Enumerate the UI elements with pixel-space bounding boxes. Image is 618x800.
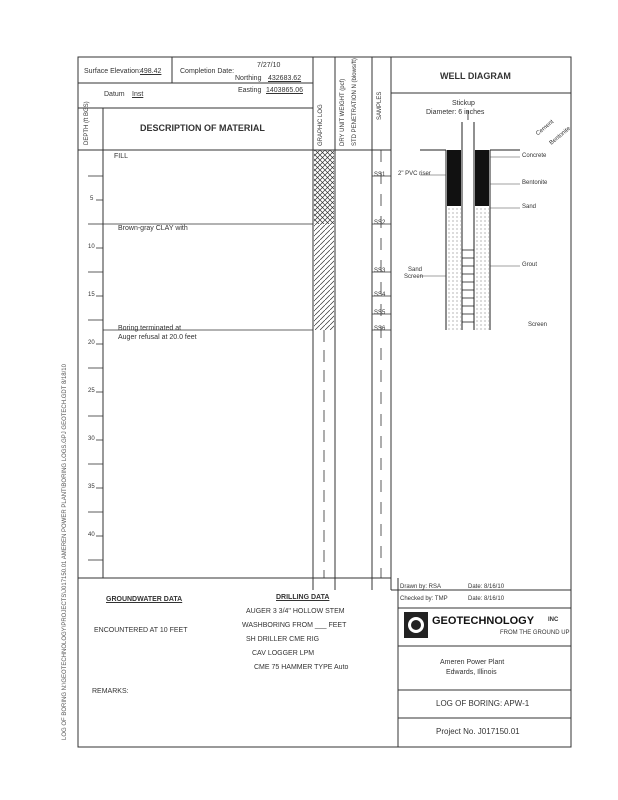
- well-sand-right: [475, 206, 489, 330]
- well-screen-label: Screen: [404, 274, 424, 280]
- well-sand-label: Sand: [408, 267, 423, 273]
- easting-label: Easting: [238, 87, 262, 94]
- description-termination: Boring terminated at: [118, 325, 182, 332]
- northing-label: Northing: [235, 75, 262, 82]
- log-title: LOG OF BORING: APW-1: [436, 699, 530, 708]
- groundwater-title: GROUNDWATER DATA: [106, 596, 183, 603]
- company-name: GEOTECHNOLOGY: [432, 615, 535, 627]
- graphic-log-fill: [314, 150, 334, 224]
- checked-date: Date: 8/16/10: [468, 596, 505, 602]
- depth-tick: 40: [88, 532, 95, 538]
- project-name: Ameren Power Plant: [440, 659, 505, 666]
- drilling-line: WASHBORING FROM ___ FEET: [242, 622, 347, 629]
- depth-tick: 30: [88, 436, 95, 442]
- depth-tick: 15: [88, 292, 95, 298]
- company-suffix: INC: [548, 617, 559, 623]
- description-refusal: Auger refusal at 20.0 feet: [118, 334, 197, 341]
- description-title: DESCRIPTION OF MATERIAL: [140, 123, 265, 133]
- description-fill: FILL: [114, 153, 129, 160]
- diameter-label: Diameter: 6 inches: [426, 109, 485, 116]
- surface-elevation-label: Surface Elevation:: [84, 68, 141, 75]
- well-right-label: Screen: [528, 322, 548, 328]
- drilling-line: CME 75 HAMMER TYPE Auto: [254, 664, 349, 671]
- remarks-label: REMARKS:: [92, 688, 129, 695]
- depth-tick: 20: [88, 340, 95, 346]
- drilling-line: SH DRILLER CME RIG: [246, 636, 320, 643]
- sample-label: SS5: [374, 310, 386, 316]
- sample-label: SS1: [374, 172, 386, 178]
- well-diagram-title: WELL DIAGRAM: [440, 71, 511, 81]
- well-right-label: Grout: [522, 262, 538, 268]
- file-path-margin: LOG OF BORING N:\GEOTECHNOLOGY\PROJECTS\J017150.01 AMEREN POWER PLANT\BORING LOGS.GPJ GEOTECH.GDT 8/18/10: [62, 364, 68, 740]
- well-concrete: [447, 150, 461, 206]
- dry-unit-weight-label: DRY UNIT WEIGHT (pcf): [340, 78, 346, 146]
- completion-date-value: 7/27/10: [257, 62, 281, 69]
- sample-label: SS6: [374, 326, 386, 332]
- cement-label: Cement: [535, 119, 556, 138]
- well-right-label: Concrete: [522, 153, 547, 159]
- well-sand: [447, 206, 461, 330]
- datum-label: Datum: [104, 91, 125, 98]
- graphic-log-label: GRAPHIC LOG: [318, 104, 324, 146]
- datum-value: Inst: [132, 91, 144, 98]
- well-concrete-right: [475, 150, 489, 206]
- samples-label: SAMPLES: [377, 91, 383, 120]
- depth-tick: 5: [90, 196, 94, 202]
- project-location: Edwards, Illinois: [446, 669, 497, 676]
- groundwater-line: ENCOUNTERED AT 10 FEET: [94, 627, 188, 634]
- well-right-label: Bentonite: [522, 180, 548, 186]
- sample-label: SS4: [374, 292, 386, 298]
- project-number: Project No. J017150.01: [436, 727, 520, 736]
- description-clay: Brown-gray CLAY with: [118, 225, 188, 232]
- drilling-line: AUGER 3 3/4" HOLLOW STEM: [246, 608, 345, 615]
- drilling-title: DRILLING DATA: [276, 594, 330, 601]
- drilling-line: CAV LOGGER LPM: [252, 650, 315, 657]
- northing-value: 432683.62: [268, 75, 302, 82]
- depth-tick: 35: [88, 484, 95, 490]
- sample-label: SS2: [374, 220, 386, 226]
- depth-tick: 25: [88, 388, 95, 394]
- sample-label: SS3: [374, 268, 386, 274]
- graphic-log-clay: [314, 224, 334, 330]
- depth-tick: 10: [88, 244, 95, 250]
- easting-value: 1403865.06: [266, 87, 303, 94]
- well-right-label: Sand: [522, 204, 537, 210]
- surface-elevation-value: 498.42: [140, 68, 162, 75]
- bentonite-label: Bentonite: [548, 125, 572, 147]
- well-riser-label: 2" PVC riser: [398, 171, 431, 177]
- stickup-label: Stickup: [452, 100, 475, 107]
- std-penetration-label: STD PENETRATION N (blows/ft): [352, 58, 358, 146]
- depth-label: DEPTH (ft BGS): [84, 101, 90, 145]
- drawn-date: Date: 8/16/10: [468, 584, 505, 590]
- completion-date-label: Completion Date:: [180, 68, 235, 75]
- drawn-by: Drawn by: RSA: [400, 584, 442, 590]
- company-tagline: FROM THE GROUND UP: [500, 630, 570, 636]
- checked-by: Checked by: TMP: [400, 596, 448, 602]
